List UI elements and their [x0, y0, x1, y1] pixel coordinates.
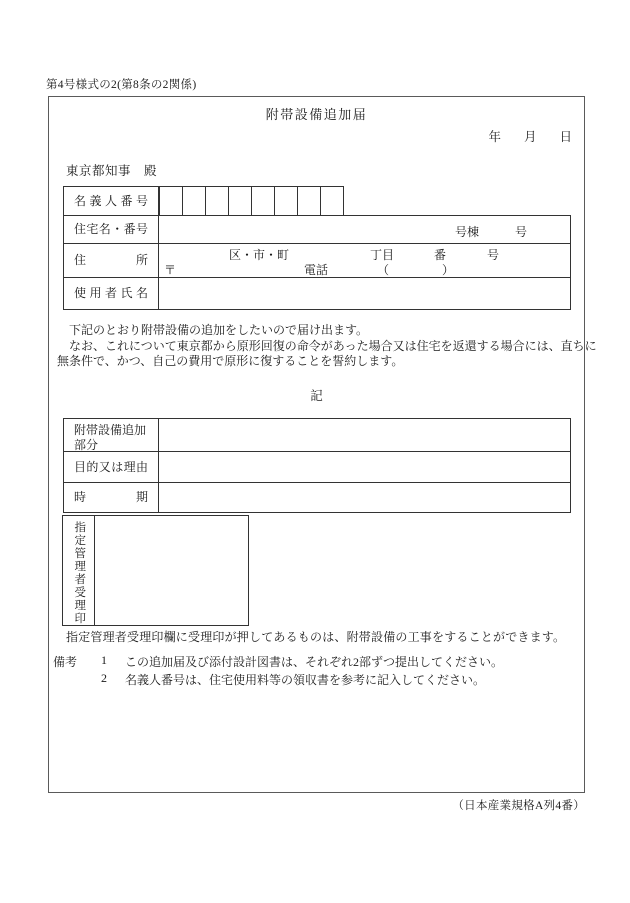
table-row-user-name — [63, 277, 571, 310]
remark-1-number: 1 — [101, 653, 107, 667]
holder-number-digit-box — [205, 187, 228, 215]
postal-mark: 〒 — [164, 263, 177, 277]
table-row-holder-number — [63, 186, 344, 216]
holder-number-digit-box — [320, 187, 343, 215]
stamp-box — [62, 515, 249, 626]
table-row-purpose — [63, 451, 571, 483]
city-ward-hint: 区・市・町 — [229, 248, 290, 262]
date-year-label: 年 — [488, 130, 501, 144]
period-label: 時期 — [64, 483, 159, 512]
holder-number-digit-box — [297, 187, 320, 215]
date-month-label: 月 — [523, 130, 537, 144]
stamp-area — [95, 516, 248, 625]
page-title: 附帯設備追加届 — [265, 107, 368, 122]
remarks-label: 備考 — [53, 655, 78, 669]
housing-name-field — [159, 216, 570, 243]
addressee: 東京都知事 殿 — [66, 164, 158, 178]
purpose-field — [159, 452, 570, 482]
date-line — [488, 127, 584, 145]
phone-paren-open: （ — [377, 263, 390, 277]
table-row-added-part — [63, 418, 571, 452]
building-number-hint: 号棟 — [455, 225, 480, 239]
holder-number-label: 名義人番号 — [64, 187, 159, 215]
purpose-label: 目的又は理由 — [64, 452, 159, 482]
table-row-address — [63, 243, 571, 278]
remark-row-2 — [49, 671, 584, 689]
remark-1-text: この追加届及び添付設計図書は、それぞれ2部ずつ提出してください。 — [125, 655, 504, 669]
phone-paren-close: ） — [442, 263, 455, 277]
added-part-label-line1: 附帯設備追加 — [74, 423, 147, 437]
ki-heading: 記 — [310, 389, 323, 403]
form-number: 第4号様式の2(第8条の2関係) — [46, 79, 197, 91]
declaration-paragraph — [57, 323, 597, 370]
declaration-line-3: 無条件で、かつ、自己の費用で原形に復することを誓約します。 — [57, 354, 404, 368]
holder-number-digit-box — [159, 187, 182, 215]
declaration-line-2: なお、これについて東京都から原形回復の命令があった場合又は住宅を返還する場合には、直ちに — [57, 338, 597, 353]
holder-number-digit-box — [182, 187, 205, 215]
address-field — [159, 244, 570, 277]
table-row-period — [63, 482, 571, 513]
added-part-label-line2: 部分 — [74, 437, 99, 451]
unit-number-hint: 号 — [515, 225, 528, 239]
added-part-label — [64, 419, 159, 451]
ban-hint: 番 — [434, 248, 447, 262]
user-name-field — [159, 278, 570, 309]
remark-row-1 — [49, 653, 584, 671]
housing-name-label: 住宅名・番号 — [64, 216, 159, 243]
holder-number-digit-box — [228, 187, 251, 215]
user-name-label: 使用者氏名 — [64, 278, 159, 309]
remarks-block — [49, 653, 584, 689]
declaration-line-1: 下記のとおり附帯設備の追加をしたいので届け出ます。 — [57, 323, 369, 337]
stamp-label-cell — [63, 516, 95, 625]
added-part-field — [159, 419, 570, 451]
stamp-note: 指定管理者受理印欄に受理印が押してあるものは、附帯設備の工事をすることができます。 — [66, 630, 566, 644]
holder-number-digit-box — [274, 187, 297, 215]
chome-hint: 丁目 — [370, 248, 395, 262]
remark-2-number: 2 — [101, 671, 107, 685]
remark-2-text: 名義人番号は、住宅使用料等の領収書を参考に記入してください。 — [125, 673, 486, 687]
paper-size-note: （日本産業規格A列4番） — [452, 800, 585, 812]
phone-hint: 電話 — [304, 263, 329, 277]
meigi-boxes — [159, 187, 343, 215]
applicant-table — [63, 186, 571, 310]
table-row-housing-name — [63, 215, 571, 244]
holder-number-digit-box — [251, 187, 274, 215]
detail-table — [63, 418, 571, 513]
address-label: 住所 — [64, 244, 159, 277]
period-field — [159, 483, 570, 512]
date-day-label: 日 — [559, 130, 572, 144]
go-hint: 号 — [487, 248, 500, 262]
stamp-label: 指定管理者受理印 — [73, 521, 86, 625]
form-border-box — [48, 96, 597, 793]
